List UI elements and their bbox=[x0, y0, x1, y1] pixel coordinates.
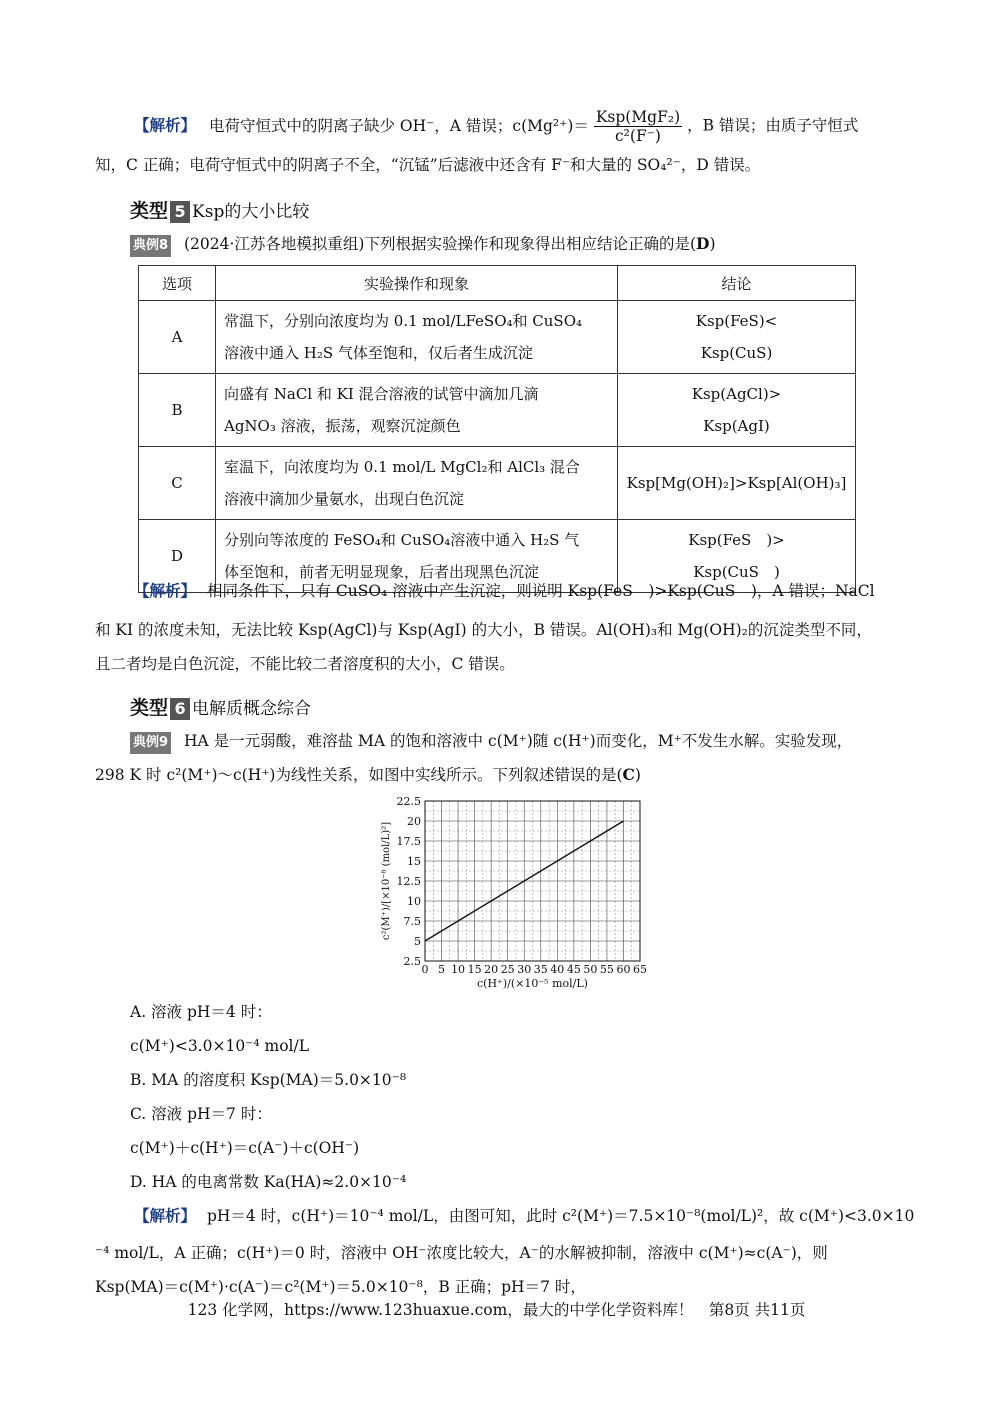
table-header: 选项 bbox=[139, 266, 216, 301]
table-row: A 常温下，分别向浓度均为 0.1 mol/LFeSO₄和 CuSO₄ 溶液中通入 H₂S 气体至饱和，仅后者生成沉淀 Ksp(FeS)< Ksp(CuS) bbox=[139, 301, 856, 374]
analysis-3-line1: 【解析】 pH＝4 时，c(H⁺)＝10⁻⁴ mol/L，由图可知，此时 c²(M⁺)＝7.5×10⁻⁸(mol/L)²，故 c(M⁺)<3.0×10 bbox=[134, 1206, 915, 1225]
analysis-3-line2: ⁻⁴ mol/L，A 正确；c(H⁺)＝0 时，溶液中 OH⁻浓度比较大，A⁻的水解被抑制，溶液中 c(M⁺)≈c(A⁻)，则 bbox=[95, 1244, 828, 1262]
example-9-line2: 298 K 时 c²(M⁺)～c(H⁺)为线性关系，如图中实线所示。下列叙述错误的是(C) bbox=[95, 765, 641, 784]
y-tick-label: 2.5 bbox=[403, 955, 421, 968]
y-tick-label: 22.5 bbox=[396, 795, 421, 808]
table-row: D 分别向等浓度的 FeSO₄和 CuSO₄溶液中通入 H₂S 气 体至饱和，前者无明显现象，后者出现黑色沉淀 Ksp(FeS )> Ksp(CuS ) bbox=[139, 520, 856, 593]
option-a-line1: A. 溶液 pH＝4 时： bbox=[130, 1003, 272, 1021]
y-tick-label: 20 bbox=[407, 815, 421, 828]
answer: D bbox=[696, 234, 710, 253]
page-footer: 123 化学网，https://www.123huaxue.com，最大的中学化学资料库！ 第8页 共11页 bbox=[187, 1301, 806, 1319]
experiment-table bbox=[138, 265, 856, 593]
y-tick-label: 17.5 bbox=[396, 835, 421, 848]
x-tick-label: 60 bbox=[616, 963, 631, 976]
x-tick-label: 25 bbox=[500, 963, 515, 976]
x-tick-label: 10 bbox=[451, 963, 466, 976]
analysis-tag: 【解析】 bbox=[134, 1206, 197, 1225]
table-row: C 室温下，向浓度均为 0.1 mol/L MgCl₂和 AlCl₃ 混合 溶液中滴加少量氨水，出现白色沉淀 Ksp[Mg(OH)₂]>Ksp[Al(OH)₃] bbox=[139, 447, 856, 520]
y-axis-label: c²(M⁺)/[×10⁻⁸ (mol/L)²] bbox=[381, 821, 392, 941]
x-tick-label: 0 bbox=[421, 963, 429, 976]
analysis-2-line1: 【解析】 相同条件下，只有 CuSO₄ 溶液中产生沉淀，则说明 Ksp(FeS )>Ksp(CuS )，A 错误；NaCl bbox=[134, 581, 875, 600]
analysis-3-line3: Ksp(MA)＝c(M⁺)·c(A⁻)＝c²(M⁺)＝5.0×10⁻⁸，B 正确；pH＝7 时， bbox=[95, 1278, 586, 1296]
option-d: D. HA 的电离常数 Ka(HA)≈2.0×10⁻⁴ bbox=[130, 1173, 407, 1191]
analysis-tag: 【解析】 bbox=[134, 581, 197, 600]
x-tick-label: 50 bbox=[583, 963, 598, 976]
y-tick-label: 12.5 bbox=[396, 875, 421, 888]
x-tick-label: 15 bbox=[467, 963, 482, 976]
type5-heading: 类型 5 Ksp的大小比较 bbox=[130, 200, 310, 222]
answer: C bbox=[622, 765, 635, 784]
analysis-2-line3: 且二者均是白色沉淀，不能比较二者溶度积的大小，C 错误。 bbox=[95, 655, 515, 673]
table-row: B 向盛有 NaCl 和 KI 混合溶液的试管中滴加几滴 AgNO₃ 溶液，振荡，观察沉淀颜色 Ksp(AgCl)> Ksp(AgI) bbox=[139, 374, 856, 447]
analysis-2-line2: 和 KI 的浓度未知，无法比较 Ksp(AgCl)与 Ksp(AgI) 的大小，B 错误。Al(OH)₃和 Mg(OH)₂的沉淀类型不同， bbox=[95, 621, 872, 639]
type6-heading: 类型 6 电解质概念综合 bbox=[130, 697, 312, 719]
option-a-line2: c(M⁺)<3.0×10⁻⁴ mol/L bbox=[130, 1037, 309, 1055]
x-tick-label: 40 bbox=[550, 963, 565, 976]
y-tick-label: 15 bbox=[407, 855, 421, 868]
y-tick-label: 7.5 bbox=[403, 915, 421, 928]
example-8-stem: 典例8 (2024·江苏各地模拟重组)下列根据实验操作和现象得出相应结论正确的是(D) bbox=[130, 233, 716, 257]
x-axis-label: c(H⁺)/(×10⁻⁵ mol/L) bbox=[477, 977, 588, 990]
table-header: 结论 bbox=[618, 266, 856, 301]
y-tick-label: 5 bbox=[414, 935, 421, 948]
example-tag: 典例9 bbox=[130, 732, 171, 754]
y-tick-label: 10 bbox=[407, 895, 421, 908]
x-tick-label: 35 bbox=[533, 963, 548, 976]
linear-chart bbox=[375, 795, 665, 995]
table-header-row bbox=[139, 266, 856, 301]
analysis-tag: 【解析】 bbox=[134, 115, 197, 135]
option-c-line2: c(M⁺)＋c(H⁺)＝c(A⁻)＋c(OH⁻) bbox=[130, 1139, 360, 1157]
x-tick-label: 30 bbox=[517, 963, 532, 976]
example-9-line1: 典例9 HA 是一元弱酸，难溶盐 MA 的饱和溶液中 c(M⁺)随 c(H⁺)而变化，M⁺不发生水解。实验发现， bbox=[130, 730, 852, 754]
example-tag: 典例8 bbox=[130, 235, 171, 257]
x-tick-label: 20 bbox=[484, 963, 499, 976]
x-tick-label: 45 bbox=[566, 963, 581, 976]
option-b: B. MA 的溶度积 Ksp(MA)＝5.0×10⁻⁸ bbox=[130, 1071, 407, 1089]
x-tick-label: 5 bbox=[438, 963, 446, 976]
option-c-line1: C. 溶液 pH＝7 时： bbox=[130, 1105, 272, 1123]
x-tick-label: 65 bbox=[633, 963, 647, 976]
ksp-fraction: $\frac{\text{Ksp(MgF₂)}}{\text{c²(F⁻)}}$ bbox=[595, 108, 681, 145]
analysis-1-line1: 【解析】 电荷守恒式中的阴离子缺少 OH⁻，A 错误；c(Mg²⁺)＝ $\frac{\text{Ksp(MgF₂)}}{\text{c²(F⁻)}}$ ，B 错误；由质子守恒式 bbox=[134, 108, 859, 145]
analysis-1-line2: 知，C 正确；电荷守恒式中的阴离子不全，“沉锰”后滤液中还含有 F⁻和大量的 SO₄²⁻，D 错误。 bbox=[95, 156, 761, 174]
table-header: 实验操作和现象 bbox=[216, 266, 618, 301]
x-tick-label: 55 bbox=[599, 963, 614, 976]
